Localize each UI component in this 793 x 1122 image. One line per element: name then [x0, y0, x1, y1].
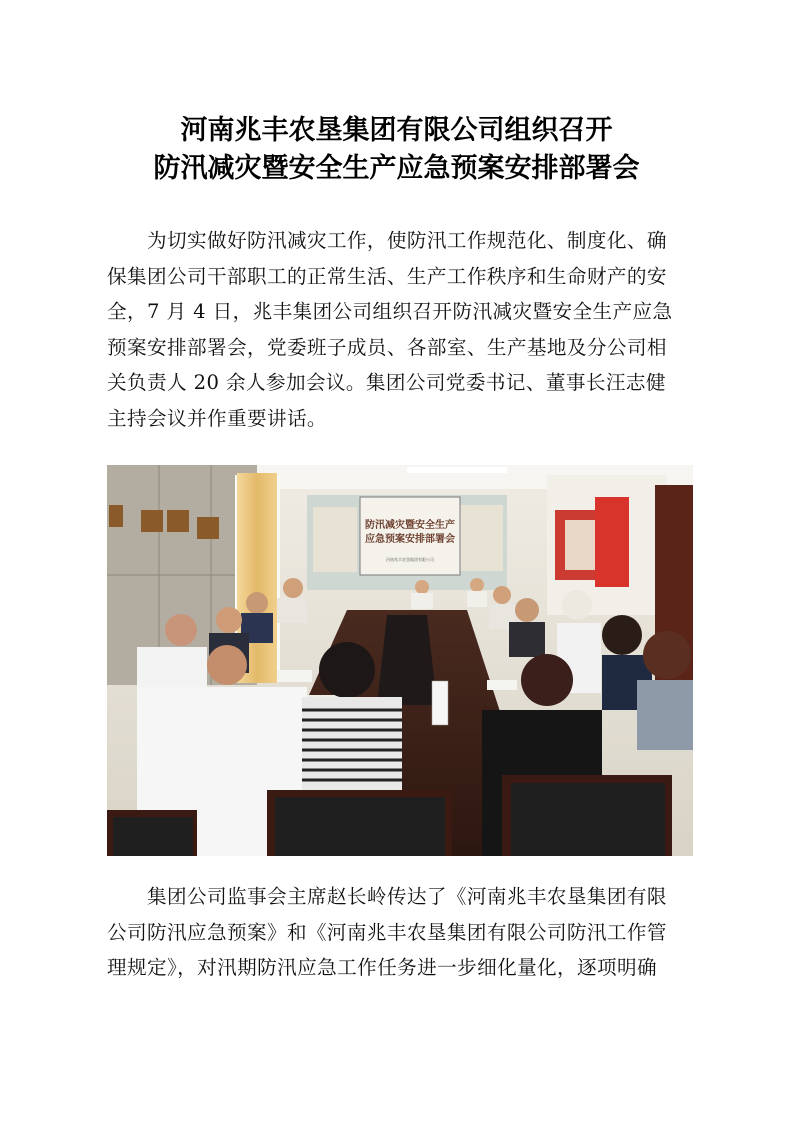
screen-footer: 河南兆丰农垦集团有限公司 [386, 557, 434, 562]
article-title [0, 112, 793, 188]
paragraph-line: 保集团公司干部职工的正常生活、生产工作秩序和生命财产的安 [107, 264, 667, 288]
screen-text-1: 防汛减灾暨安全生产 [365, 520, 455, 531]
title-line-2: 防汛减灾暨安全生产应急预案安排部署会 [153, 153, 640, 184]
paragraph-1 [107, 223, 693, 437]
paragraph-line: 公司防汛应急预案》和《河南兆丰农垦集团有限公司防汛工作管 [107, 920, 667, 944]
paragraph-line: 集团公司监事会主席赵长岭传达了《河南兆丰农垦集团有限 [147, 885, 667, 908]
paragraph-line: 理规定》，对汛期防汛应急工作任务进一步细化量化，逐项明确 [107, 956, 658, 980]
paragraph-line: 主持会议并作重要讲话。 [107, 406, 327, 430]
title-line-1: 河南兆丰农垦集团有限公司组织召开 [180, 115, 613, 146]
paragraph-line: 为切实做好防汛减灾工作，使防汛工作规范化、制度化、确 [147, 229, 667, 252]
paragraph-line: 全，7 月 4 日，兆丰集团公司组织召开防汛减灾暨安全生产应急 [107, 300, 673, 324]
meeting-photo [107, 465, 693, 856]
paragraph-line: 关负责人 20 余人参加会议。集团公司党委书记、董事长汪志健 [107, 371, 666, 395]
screen-text-2: 应急预案安排部署会 [365, 534, 455, 545]
paragraph-line: 预案安排部署会，党委班子成员、各部室、生产基地及分公司相 [107, 335, 667, 359]
paragraph-2 [107, 879, 693, 986]
